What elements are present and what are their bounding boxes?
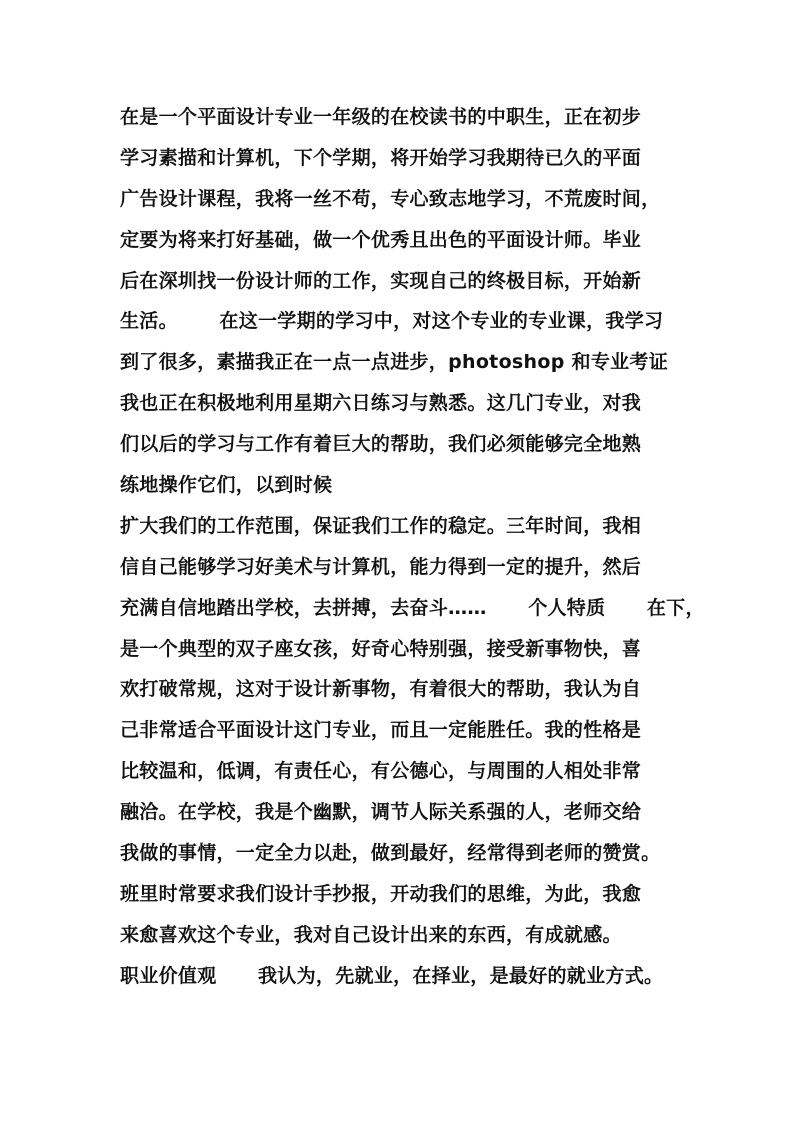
text-line: 班里时常要求我们设计手抄报，开动我们的思维，为此，我愈	[120, 882, 642, 905]
text-line: 充满自信地踏出学校，去拼搏，去奋斗…… 个人特质 在下，	[120, 596, 705, 619]
text-line: 是一个典型的双子座女孩，好奇心特别强，接受新事物快，喜	[120, 637, 642, 660]
text-line: 我做的事情，一定全力以赴，做到最好，经常得到老师的赞赏。	[120, 842, 661, 865]
text-line: 己非常适合平面设计这门专业，而且一定能胜任。我的性格是	[120, 719, 642, 742]
text-line: 广告设计课程，我将一丝不苟，专心致志地学习，不荒废时间，	[120, 187, 661, 210]
text-line: 练地操作它们，以到时候	[120, 474, 333, 497]
text-line: 后在深圳找一份设计师的工作，实现自己的终极目标，开始新	[120, 269, 642, 292]
body-text	[120, 97, 705, 997]
text-line: 生活。 在这一学期的学习中，对这个专业的专业课，我学习	[120, 310, 664, 333]
text-line: 们以后的学习与工作有着巨大的帮助，我们必须能够完全地熟	[120, 433, 642, 456]
text-line: 学习素描和计算机，下个学期，将开始学习我期待已久的平面	[120, 146, 642, 169]
text-line: 融洽。在学校，我是个幽默，调节人际关系强的人，老师交给	[120, 801, 642, 824]
text-line: 职业价值观 我认为，先就业，在择业，是最好的就业方式。	[120, 964, 664, 987]
text-line: 在是一个平面设计专业一年级的在校读书的中职生，正在初步	[120, 106, 642, 128]
text-line: 定要为将来打好基础，做一个优秀且出色的平面设计师。毕业	[120, 228, 642, 251]
text-line: 比较温和，低调，有责任心，有公德心，与周围的人相处非常	[120, 760, 642, 783]
text-line: 我也正在积极地利用星期六日练习与熟悉。这几门专业，对我	[120, 392, 642, 415]
text-line: 来愈喜欢这个专业，我对自己设计出来的东西，有成就感。	[120, 923, 622, 946]
text-line: 欢打破常规，这对于设计新事物，有着很大的帮助，我认为自	[120, 678, 642, 701]
text-line: 信自己能够学习好美术与计算机，能力得到一定的提升，然后	[120, 555, 642, 578]
text-line: 到了很多，素描我正在一点一点进步，photoshop 和专业考证	[120, 351, 669, 374]
text-line: 扩大我们的工作范围，保证我们工作的稳定。三年时间，我相	[120, 514, 642, 537]
